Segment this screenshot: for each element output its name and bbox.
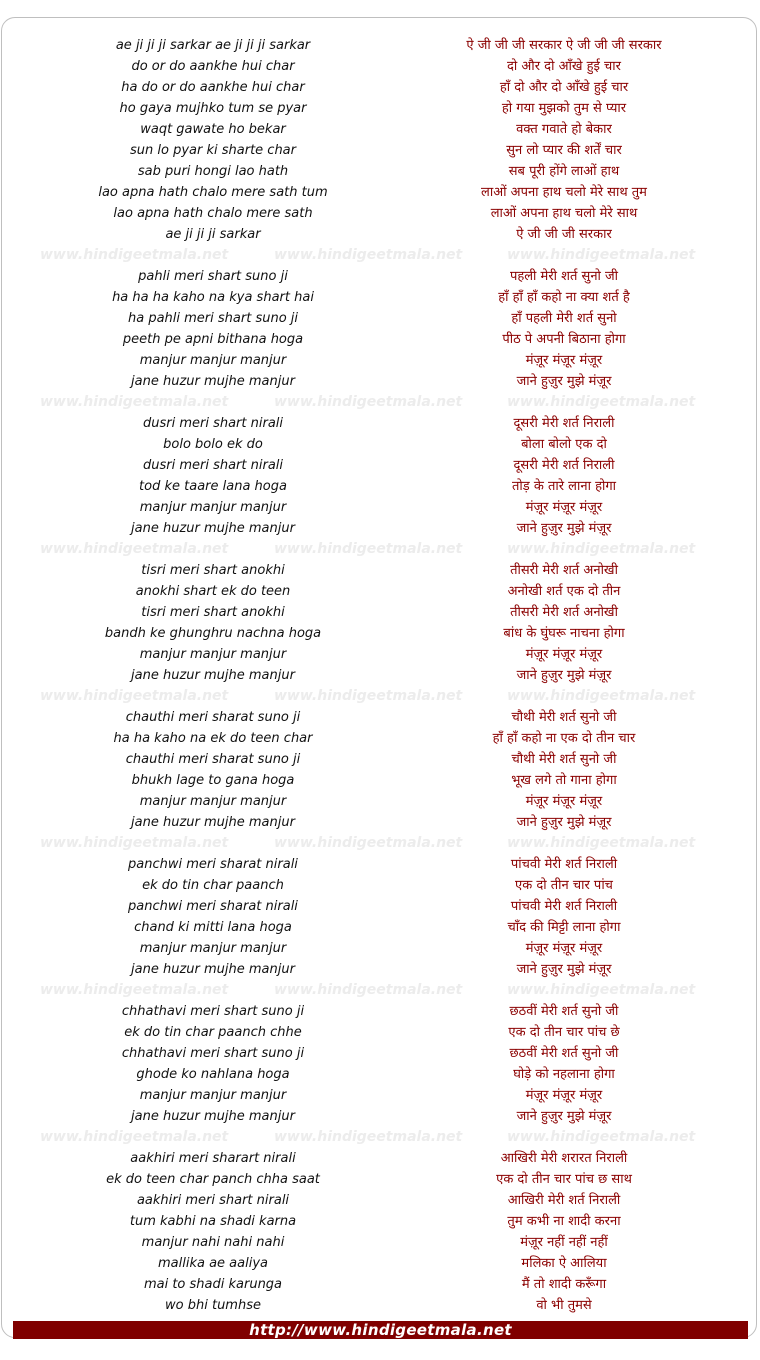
lyric-line	[2, 707, 757, 728]
lyric-romanized: chhathavi meri shart suno ji	[121, 1046, 305, 1061]
lyric-romanized: jane huzur mujhe manjur	[131, 962, 295, 977]
lyric-hindi: मंज़ूर मंज़ूर मंज़ूर	[525, 941, 603, 956]
lyric-line	[2, 35, 757, 56]
lyric-line	[2, 1106, 757, 1127]
lyric-romanized: dusri meri shart nirali	[142, 458, 284, 473]
lyric-romanized: ho gaya mujhko tum se pyar	[119, 101, 307, 116]
lyric-hindi: दूसरी मेरी शर्त निराली	[513, 416, 615, 431]
watermark-text: www.hindigeetmala.net	[507, 1129, 696, 1145]
lyric-romanized: panchwi meri sharat nirali	[128, 857, 298, 872]
lyric-hindi: मंज़ूर मंज़ूर मंज़ूर	[525, 500, 603, 515]
lyric-hindi: मंज़ूर मंज़ूर मंज़ूर	[525, 647, 603, 662]
watermark-text: www.hindigeetmala.net	[274, 394, 463, 410]
lyric-line	[2, 1064, 757, 1085]
lyric-hindi: जाने हुज़ुर मुझे मंज़ूर	[516, 962, 612, 977]
lyric-hindi: मंज़ूर मंज़ूर मंज़ूर	[525, 353, 603, 368]
lyric-line	[2, 665, 757, 686]
watermark-row	[2, 1127, 757, 1148]
lyric-romanized: lao apna hath chalo mere sath tum	[98, 185, 328, 200]
lyric-line	[2, 371, 757, 392]
lyric-hindi: पहली मेरी शर्त सुनो जी	[509, 269, 619, 284]
lyric-romanized: sun lo pyar ki sharte char	[130, 143, 296, 158]
lyric-line	[2, 1022, 757, 1043]
lyric-romanized: manjur manjur manjur	[139, 353, 287, 368]
lyric-romanized: jane huzur mujhe manjur	[131, 815, 295, 830]
lyric-romanized: chhathavi meri shart suno ji	[121, 1004, 305, 1019]
lyric-romanized: ha do or do aankhe hui char	[121, 80, 305, 95]
lyric-hindi: लाओं अपना हाथ चलो मेरे साथ	[490, 206, 638, 221]
lyric-romanized: aakhiri meri sharart nirali	[130, 1151, 296, 1166]
lyric-hindi: मंज़ूर मंज़ूर मंज़ूर	[525, 1088, 603, 1103]
lyric-line	[2, 1001, 757, 1022]
watermark-text: www.hindigeetmala.net	[40, 541, 229, 557]
watermark-text: www.hindigeetmala.net	[40, 394, 229, 410]
lyric-line	[2, 812, 757, 833]
lyric-romanized: dusri meri shart nirali	[142, 416, 284, 431]
watermark-text: www.hindigeetmala.net	[274, 1129, 463, 1145]
watermark-text: www.hindigeetmala.net	[507, 394, 696, 410]
lyric-line	[2, 938, 757, 959]
lyric-romanized: mai to shadi karunga	[143, 1277, 283, 1292]
lyric-romanized: ghode ko nahlana hoga	[136, 1067, 290, 1082]
lyric-hindi: मंज़ूर नहीं नहीं नहीं	[520, 1235, 608, 1250]
lyric-hindi: तीसरी मेरी शर्त अनोखी	[510, 563, 618, 578]
watermark-text: www.hindigeetmala.net	[274, 688, 463, 704]
lyric-romanized: chauthi meri sharat suno ji	[125, 710, 301, 725]
lyric-line	[2, 1169, 757, 1190]
lyric-romanized: aakhiri meri shart nirali	[136, 1193, 290, 1208]
lyric-romanized: ek do tin char paanch	[142, 878, 284, 893]
lyric-line	[2, 875, 757, 896]
watermark-text: www.hindigeetmala.net	[507, 541, 696, 557]
lyric-romanized: manjur manjur manjur	[139, 500, 287, 515]
lyric-line	[2, 602, 757, 623]
lyric-romanized: jane huzur mujhe manjur	[131, 1109, 295, 1124]
lyric-hindi: बांध के घुंघरू नाचना होगा	[503, 626, 625, 641]
lyric-romanized: wo bhi tumhse	[165, 1298, 261, 1313]
lyric-line	[2, 728, 757, 749]
lyric-hindi: पीठ पे अपनी बिठाना होगा	[502, 332, 626, 347]
lyric-line	[2, 266, 757, 287]
lyric-line	[2, 896, 757, 917]
lyric-line	[2, 749, 757, 770]
lyric-hindi: पांचवी मेरी शर्त निराली	[510, 899, 618, 914]
lyric-line	[2, 413, 757, 434]
lyric-line	[2, 917, 757, 938]
watermark-text: www.hindigeetmala.net	[40, 688, 229, 704]
lyric-line	[2, 497, 757, 518]
lyric-hindi: हो गया मुझको तुम से प्यार	[501, 101, 627, 116]
lyric-hindi: हाँ हाँ कहो ना एक दो तीन चार	[492, 731, 636, 746]
lyric-line	[2, 1253, 757, 1274]
lyric-line	[2, 140, 757, 161]
lyric-romanized: pahli meri shart suno ji	[138, 269, 288, 284]
lyric-line	[2, 434, 757, 455]
watermark-row	[2, 686, 757, 707]
lyric-line	[2, 203, 757, 224]
lyric-line	[2, 287, 757, 308]
lyric-romanized: chand ki mitti lana hoga	[134, 920, 292, 935]
watermark-row	[2, 392, 757, 413]
lyric-romanized: ae ji ji ji sarkar	[165, 227, 261, 242]
watermark-row	[2, 539, 757, 560]
lyric-hindi: चाँद की मिट्टी लाना होगा	[507, 920, 621, 935]
lyric-hindi: पांचवी मेरी शर्त निराली	[510, 857, 618, 872]
lyric-hindi: हाँ दो और दो आँखे हुई चार	[499, 80, 629, 95]
lyric-romanized: ek do teen char panch chha saat	[106, 1172, 320, 1187]
lyric-line	[2, 1211, 757, 1232]
lyric-line	[2, 329, 757, 350]
lyric-hindi: जाने हुज़ुर मुझे मंज़ूर	[516, 815, 612, 830]
lyric-romanized: tisri meri shart anokhi	[141, 605, 285, 620]
lyrics-card	[1, 17, 757, 1338]
lyric-hindi: दो और दो आँखे हुई चार	[507, 59, 621, 74]
lyric-romanized: ek do tin char paanch chhe	[124, 1025, 302, 1040]
lyric-line	[2, 224, 757, 245]
lyric-line	[2, 581, 757, 602]
lyric-line	[2, 518, 757, 539]
watermark-text: www.hindigeetmala.net	[507, 247, 696, 263]
lyric-hindi: आखिरी मेरी शर्त निराली	[507, 1193, 621, 1208]
lyric-hindi: जाने हुज़ुर मुझे मंज़ूर	[516, 1109, 612, 1124]
lyric-line	[2, 350, 757, 371]
lyric-romanized: bhukh lage to gana hoga	[131, 773, 295, 788]
lyric-hindi: सुन लो प्यार की शर्तें चार	[506, 143, 622, 158]
lyric-romanized: manjur manjur manjur	[139, 794, 287, 809]
lyric-line	[2, 455, 757, 476]
watermark-text: www.hindigeetmala.net	[40, 835, 229, 851]
lyric-romanized: manjur manjur manjur	[139, 647, 287, 662]
lyric-line	[2, 623, 757, 644]
lyric-line	[2, 1043, 757, 1064]
lyric-hindi: सब पूरी होंगे लाओं हाथ	[508, 164, 620, 179]
lyric-line	[2, 308, 757, 329]
lyric-hindi: तोड़ के तारे लाना होगा	[511, 479, 617, 494]
watermark-row	[2, 980, 757, 1001]
watermark-text: www.hindigeetmala.net	[40, 982, 229, 998]
lyric-hindi: भूख लगे तो गाना होगा	[511, 773, 617, 788]
lyric-line	[2, 1274, 757, 1295]
lyric-romanized: tum kabhi na shadi karna	[129, 1214, 297, 1229]
lyric-line	[2, 1085, 757, 1106]
lyric-line	[2, 98, 757, 119]
watermark-text: www.hindigeetmala.net	[507, 982, 696, 998]
lyric-hindi: वक्त गवाते हो बेकार	[516, 122, 612, 137]
lyric-romanized: chauthi meri sharat suno ji	[125, 752, 301, 767]
lyric-romanized: waqt gawate ho bekar	[140, 122, 286, 137]
lyric-line	[2, 854, 757, 875]
lyric-line	[2, 161, 757, 182]
watermark-text: www.hindigeetmala.net	[507, 835, 696, 851]
lyric-line	[2, 119, 757, 140]
watermark-text: www.hindigeetmala.net	[274, 835, 463, 851]
lyric-hindi: जाने हुज़ुर मुझे मंज़ूर	[516, 521, 612, 536]
lyric-line	[2, 770, 757, 791]
lyric-romanized: manjur manjur manjur	[139, 1088, 287, 1103]
lyric-romanized: anokhi shart ek do teen	[135, 584, 291, 599]
lyric-hindi: एक दो तीन चार पांच छे	[508, 1025, 620, 1040]
lyric-hindi: तुम कभी ना शादी करना	[507, 1214, 621, 1229]
lyric-romanized: lao apna hath chalo mere sath	[113, 206, 313, 221]
lyric-romanized: peeth pe apni bithana hoga	[122, 332, 304, 347]
lyric-hindi: एक दो तीन चार पांच	[515, 878, 613, 893]
lyric-line	[2, 560, 757, 581]
lyric-hindi: चौथी मेरी शर्त सुनो जी	[511, 752, 617, 767]
lyric-line	[2, 644, 757, 665]
watermark-row	[2, 245, 757, 266]
lyric-line	[2, 1232, 757, 1253]
lyric-hindi: एक दो तीन चार पांच छ साथ	[496, 1172, 632, 1187]
lyric-line	[2, 476, 757, 497]
lyric-romanized: tod ke taare lana hoga	[139, 479, 287, 494]
lyric-hindi: वो भी तुमसे	[536, 1298, 592, 1313]
lyric-hindi: चौथी मेरी शर्त सुनो जी	[511, 710, 617, 725]
lyric-hindi: ऐ जी जी जी सरकार	[516, 227, 612, 242]
lyric-romanized: ae ji ji ji sarkar ae ji ji ji sarkar	[115, 38, 311, 53]
watermark-row	[2, 833, 757, 854]
lyric-hindi: आखिरी मेरी शरारत निराली	[500, 1151, 628, 1166]
lyric-romanized: manjur nahi nahi nahi	[141, 1235, 285, 1250]
lyric-hindi: लाओं अपना हाथ चलो मेरे साथ तुम	[481, 185, 647, 200]
lyric-hindi: ऐ जी जी जी सरकार ऐ जी जी जी सरकार	[466, 38, 662, 53]
lyric-line	[2, 959, 757, 980]
lyric-line	[2, 791, 757, 812]
lyric-hindi: मंज़ूर मंज़ूर मंज़ूर	[525, 794, 603, 809]
lyric-romanized: ha ha ha kaho na kya shart hai	[112, 290, 314, 305]
watermark-text: www.hindigeetmala.net	[274, 247, 463, 263]
lyric-romanized: do or do aankhe hui char	[131, 59, 295, 74]
lyric-romanized: jane huzur mujhe manjur	[131, 374, 295, 389]
lyric-hindi: छठवीं मेरी शर्त सुनो जी	[509, 1004, 619, 1019]
watermark-text: www.hindigeetmala.net	[274, 982, 463, 998]
lyric-romanized: bolo bolo ek do	[163, 437, 263, 452]
lyric-hindi: हाँ पहली मेरी शर्त सुनो	[511, 311, 617, 326]
lyric-romanized: bandh ke ghunghru nachna hoga	[104, 626, 322, 641]
lyric-hindi: जाने हुज़ुर मुझे मंज़ूर	[516, 668, 612, 683]
watermark-text: www.hindigeetmala.net	[40, 247, 229, 263]
watermark-text: www.hindigeetmala.net	[507, 688, 696, 704]
lyric-romanized: manjur manjur manjur	[139, 941, 287, 956]
lyric-hindi: अनोखी शर्त एक दो तीन	[507, 584, 621, 599]
lyric-line	[2, 56, 757, 77]
lyric-romanized: ha ha kaho na ek do teen char	[113, 731, 313, 746]
lyric-hindi: बोला बोलो एक दो	[521, 437, 607, 452]
lyric-hindi: घोड़े को नहलाना होगा	[513, 1067, 615, 1082]
lyric-line	[2, 1190, 757, 1211]
lyric-romanized: sab puri hongi lao hath	[137, 164, 289, 179]
lyric-hindi: जाने हुज़ुर मुझे मंज़ूर	[516, 374, 612, 389]
lyric-romanized: tisri meri shart anokhi	[141, 563, 285, 578]
lyric-romanized: jane huzur mujhe manjur	[131, 668, 295, 683]
lyric-line	[2, 182, 757, 203]
lyric-romanized: ha pahli meri shart suno ji	[127, 311, 298, 326]
lyric-hindi: दूसरी मेरी शर्त निराली	[513, 458, 615, 473]
watermark-text: www.hindigeetmala.net	[274, 541, 463, 557]
lyric-hindi: हाँ हाँ हाँ कहो ना क्या शर्त है	[498, 290, 630, 305]
lyric-hindi: मैं तो शादी करूँगा	[521, 1277, 607, 1292]
footer-link[interactable]: http://www.hindigeetmala.net	[13, 1321, 748, 1339]
lyrics-list	[2, 35, 757, 1316]
lyric-romanized: jane huzur mujhe manjur	[131, 521, 295, 536]
lyric-hindi: मलिका ऐ आलिया	[521, 1256, 607, 1271]
lyric-line	[2, 1295, 757, 1316]
lyric-romanized: mallika ae aaliya	[157, 1256, 268, 1271]
lyric-hindi: छठवीं मेरी शर्त सुनो जी	[509, 1046, 619, 1061]
watermark-text: www.hindigeetmala.net	[40, 1129, 229, 1145]
lyric-hindi: तीसरी मेरी शर्त अनोखी	[510, 605, 618, 620]
lyric-romanized: panchwi meri sharat nirali	[128, 899, 298, 914]
lyric-line	[2, 77, 757, 98]
lyric-line	[2, 1148, 757, 1169]
